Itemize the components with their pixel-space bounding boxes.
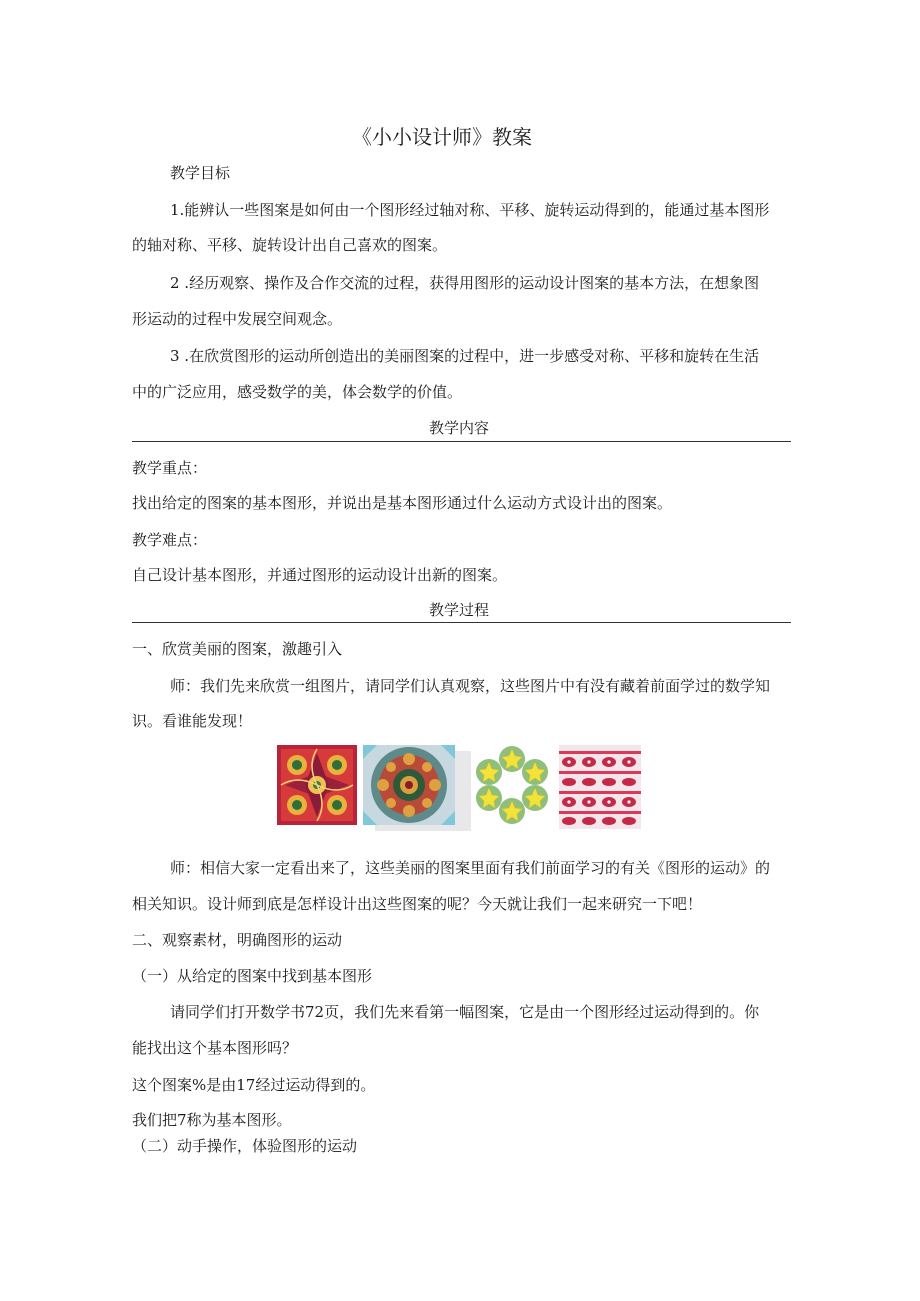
section-2-para-2: 这个图案%是由17经过运动得到的。 (132, 1076, 376, 1094)
objective-1-line-2: 的轴对称、平移、旋转设计出自己喜欢的图案。 (132, 236, 448, 254)
red-kaleidoscope-pattern-icon (277, 745, 357, 825)
section-1-para-2-line-2: 相关知识。设计师到底是怎样设计出这些图案的呢？今天就让我们一起来研究一下吧！ (132, 895, 703, 913)
objectives-heading: 教学目标 (170, 164, 231, 182)
objective-2-line-2: 形运动的过程中发展空间观念。 (132, 310, 343, 328)
key-point-text: 找出给定的图案的基本图形，并说出是基本图形通过什么运动方式设计出的图案。 (132, 494, 673, 512)
section-2-para-3: 我们把7称为基本图形。 (132, 1111, 292, 1129)
objective-2-line-1: 2 .经历观察、操作及合作交流的过程，获得用图形的运动设计图案的基本方法，在想象图 (170, 274, 760, 292)
section-2-para-1-line-2: 能找出这个基本图形吗？ (132, 1039, 298, 1057)
key-point-label: 教学重点： (132, 459, 208, 477)
objective-1-line-1: 1.能辨认一些图案是如何由一个图形经过轴对称、平移、旋转运动得到的，能通过基本图形 (170, 201, 770, 219)
difficult-point-label: 教学难点： (132, 531, 208, 549)
circular-mandala-pattern-icon (361, 745, 473, 831)
difficult-point-text: 自己设计基本图形，并通过图形的运动设计出新的图案。 (132, 566, 508, 584)
objective-3-line-2: 中的广泛应用，感受数学的美，体会数学的价值。 (132, 383, 463, 401)
process-divider (132, 622, 791, 623)
red-repeating-band-pattern-icon (559, 745, 641, 829)
section-1-para-2-line-1: 师：相信大家一定看出来了，这些美丽的图案里面有我们前面学习的有关《图形的运动》的 (170, 859, 771, 877)
page-title: 《小小设计师》教案 (352, 125, 532, 149)
section-2-para-1-line-1: 请同学们打开数学书72页，我们先来看第一幅图案，它是由一个图形经过运动得到的。你 (170, 1003, 760, 1021)
section-1-heading: 一、欣赏美丽的图案，激趣引入 (132, 640, 343, 658)
pattern-image-strip (275, 745, 645, 831)
section-2-heading: 二、观察素材，明确图形的运动 (132, 931, 343, 949)
content-heading: 教学内容 (429, 419, 490, 437)
objective-3-line-1: 3 .在欣赏图形的运动所创造出的美丽图案的过程中，进一步感受对称、平移和旋转在生活 (170, 347, 760, 365)
yellow-star-flower-pattern-icon (473, 745, 551, 825)
section-1-para-1-line-1: 师：我们先来欣赏一组图片，请同学们认真观察，这些图片中有没有藏着前面学过的数学知 (170, 677, 771, 695)
section-1-para-1-line-2: 识。看谁能发现！ (132, 712, 253, 730)
content-divider (132, 441, 791, 442)
section-2-subheading-2: （二）动手操作，体验图形的运动 (132, 1137, 358, 1155)
process-heading: 教学过程 (429, 601, 490, 619)
section-2-subheading-1: （一）从给定的图案中找到基本图形 (132, 967, 373, 985)
